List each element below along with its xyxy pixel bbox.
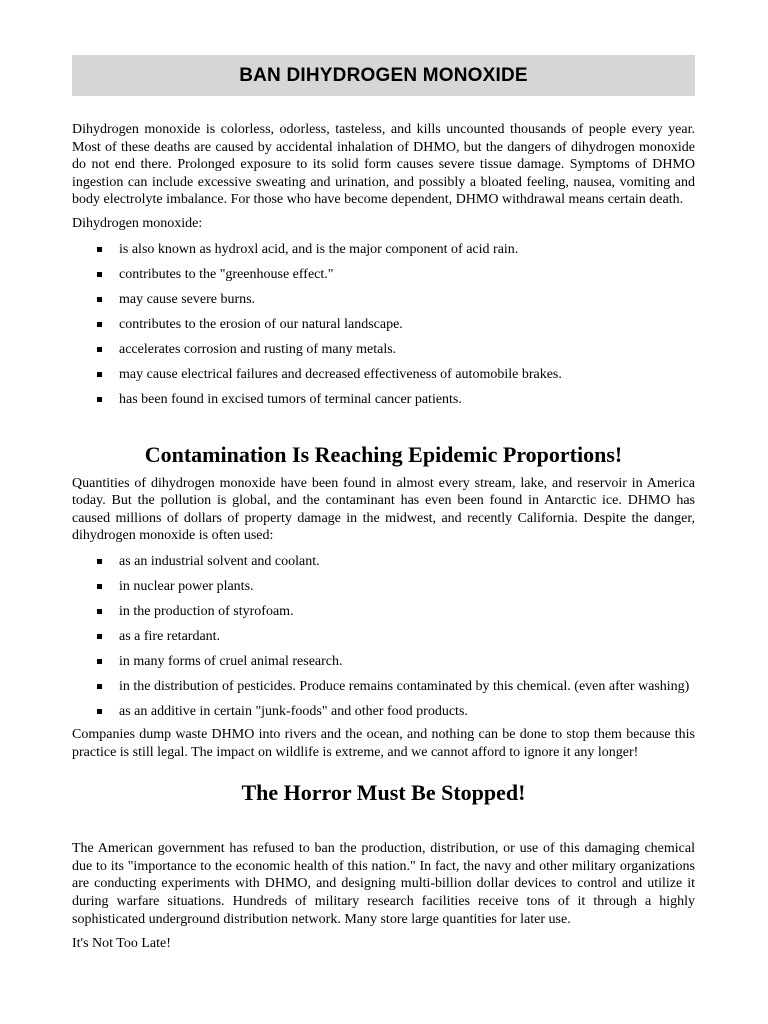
list-item: in the production of styrofoam. [72, 603, 695, 620]
list-item: as an industrial solvent and coolant. [72, 553, 695, 570]
list1-label: Dihydrogen monoxide: [72, 215, 203, 231]
contamination-paragraph: Quantities of dihydrogen monoxide have been found in almost every stream, lake, and reservoir in America today. But the pollution is global, and the contaminant has even been found in Antarctic ice. DHMO has caused millions of dollars of property damage in the midwest, and recently California. Despite the danger, dihydrogen monoxide is often used: [72, 475, 695, 544]
list-item: as an additive in certain "junk-foods" and other food products. [72, 703, 695, 720]
companies-paragraph: Companies dump waste DHMO into rivers and the ocean, and nothing can be done to stop them because this practice is still legal. The impact on wildlife is extreme, and we cannot afford to ignore it any longer! [72, 726, 695, 760]
hazards-list [72, 241, 695, 408]
closing-line: It's Not Too Late! [72, 936, 171, 952]
list-item: in many forms of cruel animal research. [72, 653, 695, 670]
bullet-icon [97, 397, 102, 402]
bullet-icon [97, 584, 102, 589]
bullet-icon [97, 609, 102, 614]
bullet-icon [97, 634, 102, 639]
bullet-icon [97, 684, 102, 689]
list-item: may cause electrical failures and decreased effectiveness of automobile brakes. [72, 366, 695, 383]
list-item: contributes to the erosion of our natural landscape. [72, 316, 695, 333]
list-item: as a fire retardant. [72, 628, 695, 645]
bullet-icon [97, 347, 102, 352]
bullet-icon [97, 297, 102, 302]
title-banner [72, 55, 695, 96]
list-item: contributes to the "greenhouse effect." [72, 266, 695, 283]
bullet-icon [97, 322, 102, 327]
bullet-icon [97, 709, 102, 714]
list-item: in the distribution of pesticides. Produce remains contaminated by this chemical. (even after washing) [72, 678, 695, 695]
list-item: may cause severe burns. [72, 291, 695, 308]
bullet-icon [97, 247, 102, 252]
bullet-icon [97, 272, 102, 277]
intro-paragraph: Dihydrogen monoxide is colorless, odorless, tasteless, and kills uncounted thousands of people every year. Most of these deaths are caused by accidental inhalation of DHMO, but the dangers of dihydrogen monoxide do not end there. Prolonged exposure to its solid form causes severe tissue damage. Symptoms of DHMO ingestion can include excessive sweating and urination, and possibly a bloated feeling, nausea, vomiting and body electrolyte imbalance. For those who have become dependent, DHMO withdrawal means certain death. [72, 122, 695, 208]
bullet-icon [97, 659, 102, 664]
uses-list [72, 553, 695, 720]
bullet-icon [97, 559, 102, 564]
heading-contamination: Contamination Is Reaching Epidemic Proportions! [144, 441, 623, 467]
list-item: has been found in excised tumors of terminal cancer patients. [72, 391, 695, 408]
government-paragraph: The American government has refused to ban the production, distribution, or use of this damaging chemical due to its "importance to the economic health of this nation." In fact, the navy and other military organizations are conducting experiments with DHMO, and designing multi-billion dollar devices to control and utilize it during warfare situations. Hundreds of military research facilities receive tons of it through a highly sophisticated underground distribution network. Many store large quantities for later use. [72, 841, 695, 927]
heading-horror: The Horror Must Be Stopped! [241, 780, 526, 806]
document-title: BAN DIHYDROGEN MONOXIDE [239, 64, 528, 86]
list-item: accelerates corrosion and rusting of many metals. [72, 341, 695, 358]
bullet-icon [97, 372, 102, 377]
list-item: in nuclear power plants. [72, 578, 695, 595]
list-item: is also known as hydroxl acid, and is the major component of acid rain. [72, 241, 695, 258]
document-page [72, 0, 695, 953]
